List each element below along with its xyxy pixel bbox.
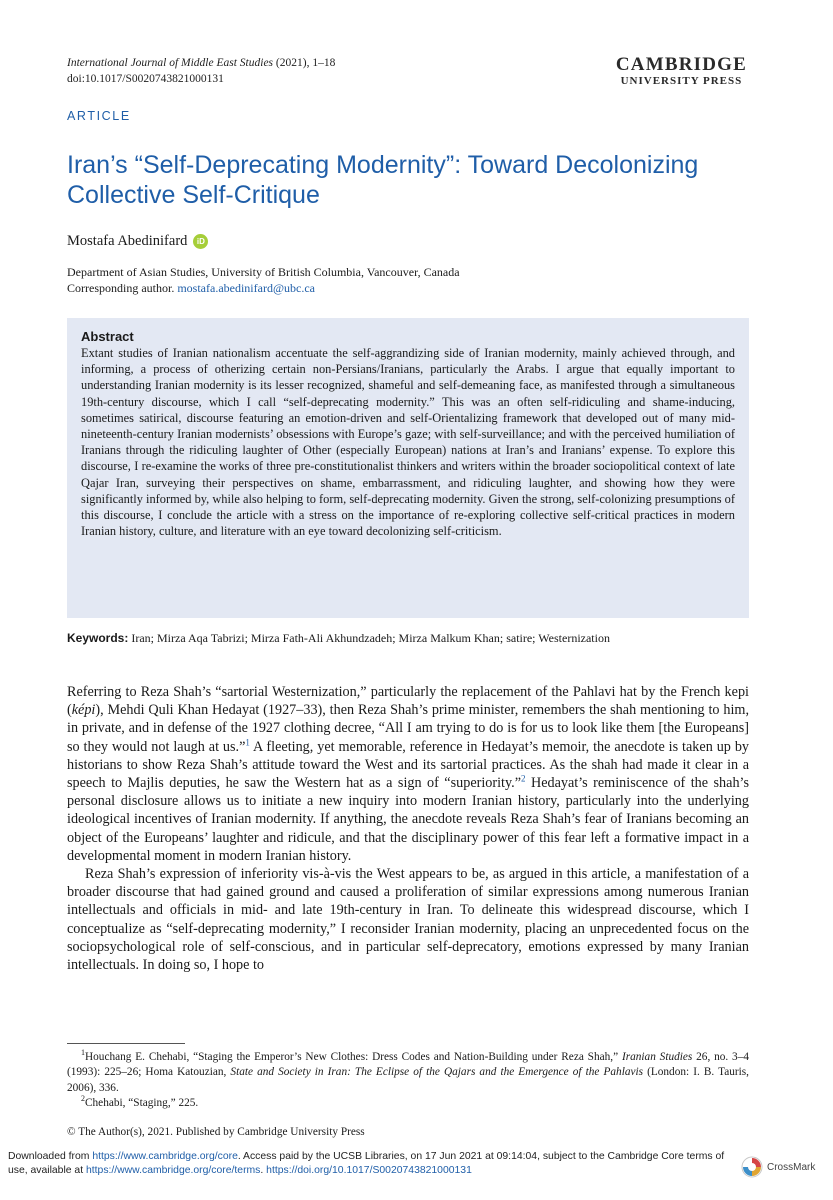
download-text: .: [260, 1165, 267, 1176]
body-italic: képi: [71, 702, 96, 719]
copyright-notice: © The Author(s), 2021. Published by Cambridge University Press: [67, 1126, 365, 1138]
crossmark-label: CrossMark: [767, 1161, 816, 1173]
orcid-icon[interactable]: iD: [193, 234, 208, 249]
download-text: Downloaded from: [8, 1151, 93, 1162]
download-text: . Access paid by the UCSB Libraries, on 17 Jun 2021 at 09:14:04, subject to the Cambridge Core terms of use, available at: [8, 1151, 725, 1176]
abstract-heading: Abstract: [81, 329, 134, 344]
keywords-list: Iran; Mirza Aqa Tabrizi; Mirza Fath-Ali Akhundzadeh; Mirza Malkum Khan; satire; Westernization: [131, 631, 610, 645]
footnote-2: [67, 1096, 749, 1111]
footnote-text: Houchang E. Chehabi, “Staging the Emperor’s New Clothes: Dress Codes and Nation-Building under Reza Shah,”: [85, 1051, 622, 1063]
doi-link[interactable]: https://doi.org/10.1017/S0020743821000131: [266, 1165, 472, 1176]
article-body: [67, 683, 749, 974]
body-paragraph-2: Reza Shah’s expression of inferiority vis-à-vis the West appears to be, as argued in this article, a manifestation of a broader discourse that had gained ground and caused a proliferation of similar expressions among numerous Iranian intellectuals and officials in mid- and late 19th-century in Iran. To delineate this widespread discourse, which I conceptualize as “self-deprecating modernity,” I reconsider Iranian modernity, placing an unprecedented focus on the sociopsychological role of self-conscious, and in particular self-deprecatory, emotions expressed by many Iranian intellectuals. In doing so, I hope to: [67, 866, 749, 974]
footnote-text: (London: I. B. Tauris, 2006), 336.: [67, 1066, 749, 1094]
abstract-box: [67, 318, 749, 618]
journal-doi: doi:10.1017/S0020743821000131: [67, 73, 224, 85]
publisher-subtitle: UNIVERSITY PRESS: [620, 75, 743, 87]
crossmark-badge[interactable]: [741, 1156, 815, 1178]
corresponding-label: Corresponding author.: [67, 281, 175, 295]
body-text: Hedayat’s reminiscence of the shah’s personal disclosure allows us to initiate a new inquiry into modern Iranian history, particularly into the underlying ideological incentives of Iranian modernity. If anything, the anecdote reveals Reza Shah’s fear of Iranians becoming an object of the Europeans’ laughter and ridicule, and that the disciplinary power of this fear left a formative impact in a developmental moment in modern Iranian history.: [67, 775, 749, 864]
footnote-1: [67, 1050, 749, 1096]
publisher-name: CAMBRIDGE: [615, 54, 747, 75]
footnote-italic: State and Society in Iran: The Eclipse of the Qajars and the Emergence of the Pahlavis: [230, 1066, 644, 1079]
title-line-2: Collective Self-Critique: [67, 181, 320, 209]
journal-citation: [67, 55, 335, 87]
keywords-label: Keywords:: [67, 631, 129, 645]
abstract-text: Extant studies of Iranian nationalism accentuate the self-aggrandizing side of Iranian modernity, mainly achieved through, and informing, a process of otherizing certain non-Persians/Iranians, particularly the Arabs. I argue that equally important to understanding Iranian modernity is its lesser recognized, shameful and self-demeaning face, as manifested through a simultaneous 19th-century discourse, which I call “self-deprecating modernity.” This was an often self-ridiculing and shame-inducing, sometimes satirical, discourse featuring an emotion-driven and self-Orientalizing framework that developed out of many mid-nineteenth-century Iranian modernists’ obsessions with Europe’s gaze; with self-surveillance; and with the perceived humiliation of Iranians through the ridiculing laughter of Other (especially European) nations at Iran’s and Iranians’ expense. To explore this discourse, I re-examine the works of three pre-constitutionalist thinkers and writers within the broader sociopolitical context of late Qajar Iran, surveying their perspectives on shame, embarrassment, and ridiculing laughter, and showing how they were significantly informed by, while also helping to form, self-deprecating modernity. Given the strong, self-colonizing presumptions of this discourse, I conclude the article with a stress on the importance of re-exploring collective self-critical practices in modern Iranian history, culture, and literature with an eye toward decolonizing self-criticism.: [81, 346, 735, 539]
footnote-text: Chehabi, “Staging,” 225.: [85, 1096, 199, 1109]
department: Department of Asian Studies, University of British Columbia, Vancouver, Canada: [67, 265, 460, 279]
publisher-logo: [616, 55, 747, 88]
affiliation: [67, 264, 460, 296]
footnote-divider: [67, 1043, 185, 1044]
title-line-1: Iran’s “Self-Deprecating Modernity”: Toward Decolonizing: [67, 151, 699, 179]
download-notice: [8, 1150, 728, 1178]
footnote-mark: 1: [81, 1048, 85, 1058]
author-name: Mostafa Abedinifard: [67, 233, 188, 249]
terms-link[interactable]: https://www.cambridge.org/core/terms: [85, 1165, 261, 1176]
footnotes: [67, 1050, 749, 1111]
core-link[interactable]: https://www.cambridge.org/core: [92, 1151, 238, 1162]
footnote-italic: Iranian Studies: [621, 1051, 693, 1063]
body-text: A fleeting, yet memorable, reference in Hedayat’s memoir, the anecdote is taken up by historians to show Reza Shah’s attitude toward the West and its sartorial practices. As the shah had made it clear in a speech to Majlis deputies, he saw the Western hat as a sign of “superiority.”: [67, 738, 750, 792]
footnote-ref-1[interactable]: 1: [245, 736, 250, 747]
journal-meta: (2021), 1–18: [273, 57, 336, 69]
keywords: [67, 631, 610, 646]
author-email-link[interactable]: mostafa.abedinifard@ubc.ca: [177, 281, 315, 295]
footnote-mark: 2: [81, 1094, 85, 1104]
crossmark-icon: [741, 1156, 763, 1178]
article-type-label: ARTICLE: [67, 109, 131, 123]
footnote-ref-2[interactable]: 2: [521, 773, 526, 784]
footnote-text: 26, no. 3–4 (1993): 225–26; Homa Katouzian,: [67, 1051, 749, 1079]
author-line: [67, 233, 208, 250]
body-paragraph-1: [67, 683, 749, 865]
article-title: [67, 150, 767, 210]
body-text: ), Mehdi Quli Khan Hedayat (1927–33), then Reza Shah’s prime minister, remembers the shah mentioning to him, in private, and in defense of the 1927 clothing decree, “All I am trying to do is for us to look like them [the Europeans] so they would not laugh at us.”: [67, 702, 749, 755]
journal-name: International Journal of Middle East Studies: [67, 57, 274, 69]
body-text: Referring to Reza Shah’s “sartorial Westernization,” particularly the replacement of the Pahlavi hat by the French kepi (: [67, 684, 749, 719]
